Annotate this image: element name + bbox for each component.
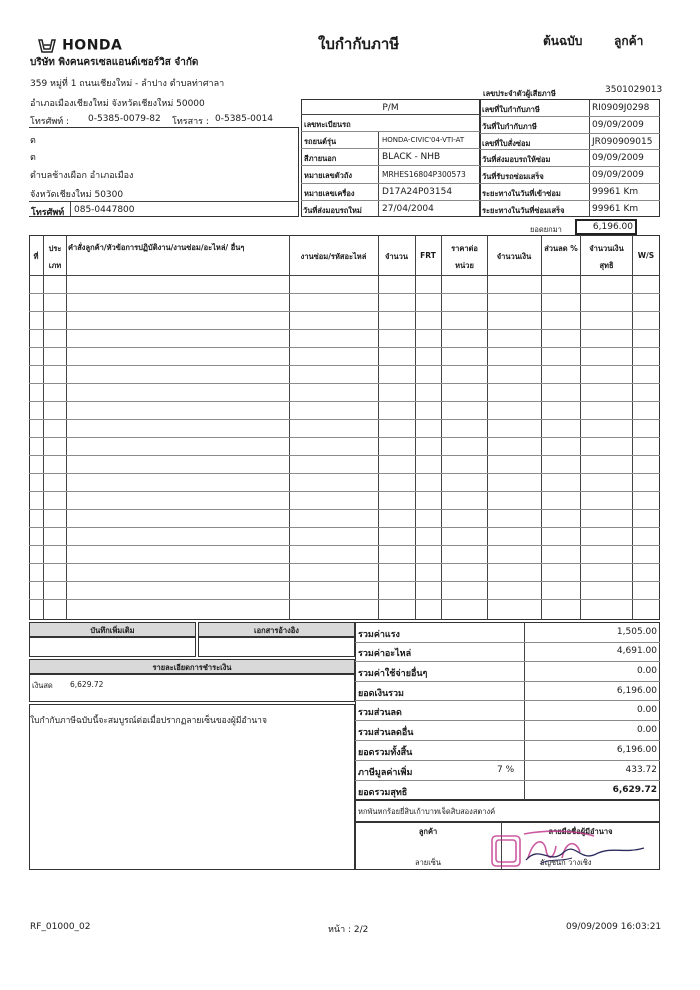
sign-label: ลายเซ็น <box>415 858 441 867</box>
company-address-line2: อำเภอเมืองเชียงใหม่ จังหวัดเชียงใหม่ 50000 <box>30 99 205 109</box>
vat-value: 433.72 <box>625 765 657 775</box>
vehicle-reg-label: เลขทะเบียนรถ <box>304 120 351 129</box>
mileage-in-label: ระยะทางในวันที่เข้าซ่อม <box>482 189 561 198</box>
copy-label: ต้นฉบับ <box>543 34 583 48</box>
company-name: บริษัท พิงคนครเซลแอนด์เซอร์วิส จำกัด <box>30 57 199 68</box>
total-parts-label: รวมค่าอะไหล่ <box>358 649 412 659</box>
other-discount-value: 0.00 <box>636 725 657 735</box>
col-partno-header: งานซ่อม/รหัสอะไหล่ <box>300 252 367 261</box>
signature-scribble-icon <box>520 840 650 868</box>
logo-text: HONDA <box>62 37 123 54</box>
col-net-header: จำนวนเงิน สุทธิ <box>589 244 624 270</box>
customer-address2: จังหวัดเชียงใหม่ 50300 <box>30 190 124 200</box>
total-other-value: 0.00 <box>636 666 657 676</box>
net-total-label: ยอดรวมสุทธิ <box>358 788 408 798</box>
reference-box <box>198 637 355 657</box>
dropoff-date-label: วันที่ส่งมอบรถให้ซ่อม <box>482 155 551 164</box>
customer-address1: ตำบลช้างเผือก อำเภอเมือง <box>30 171 134 181</box>
authorized-sign-label: ลายมือชื่อผู้มีอำนาจ <box>548 827 613 836</box>
total-other-label: รวมค่าใช้จ่ายอื่นๆ <box>358 669 428 679</box>
total-discount-value: 0.00 <box>636 705 657 715</box>
customer-line2: ต <box>30 153 36 163</box>
reference-label: เอกสารอ้างอิง <box>254 626 299 635</box>
validity-note: ใบกำกับภาษีฉบับนี้จะสมบูรณ์ต่อเมื่อปรากฏลายเซ็นของผู้มีอำนาจ <box>30 716 267 726</box>
subtotal-label: ยอดเงินรวม <box>358 689 404 699</box>
page-number: หน้า : 2/2 <box>328 925 369 935</box>
payment-label: รายละเอียดการชำระเงิน <box>152 663 232 672</box>
col-type-header: ประ เภท <box>48 244 62 270</box>
tax-id: 3501029013 <box>605 85 663 95</box>
carried-forward-label: ยอดยกมา <box>530 225 562 234</box>
form-code: RF_01000_02 <box>30 922 91 932</box>
col-discount-header: ส่วนลด % <box>544 244 578 253</box>
pickup-date: 09/09/2009 <box>592 170 644 180</box>
other-discount-label: รวมส่วนลดอื่น <box>358 728 414 738</box>
subtotal-value: 6,196.00 <box>616 686 657 696</box>
amount-in-words: หกพันหกร้อยยี่สิบเก้าบาทเจ็ดสิบสองสตางค์ <box>358 807 496 816</box>
mileage-out: 99961 Km <box>592 204 639 214</box>
company-fax: 0-5385-0014 <box>215 114 274 124</box>
carried-forward-value: 6,196.00 <box>592 222 633 232</box>
honda-wing-icon <box>37 38 57 54</box>
col-amount-header: จำนวนเงิน <box>496 252 532 261</box>
vehicle-engine-label: หมายเลขเครื่อง <box>304 189 355 198</box>
total-parts-value: 4,691.00 <box>616 646 657 656</box>
col-qty-header: จำนวน <box>384 252 409 261</box>
company-phone-label: โทรศัพท์ : <box>30 117 70 127</box>
col-ws-header: W/S <box>637 251 655 260</box>
invoice-date-label: วันที่ใบกำกับภาษี <box>482 122 537 131</box>
vehicle-delivery-label: วันที่ส่งมอบรถใหม่ <box>303 206 362 215</box>
vehicle-delivery-value: 27/04/2004 <box>382 204 434 214</box>
vehicle-engine-value: D17A24P03154 <box>382 187 453 197</box>
cash-value: 6,629.72 <box>70 680 104 689</box>
cash-label: เงินสด <box>32 681 53 690</box>
vehicle-color-label: สีภายนอก <box>304 154 337 163</box>
net-total-value: 6,629.72 <box>612 785 657 795</box>
grand-total-label: ยอดรวมทั้งสิ้น <box>358 748 413 758</box>
customer-line1: ต <box>30 136 36 146</box>
vehicle-chassis-label: หมายเลขตัวถัง <box>304 171 353 180</box>
invoice-date: 09/09/2009 <box>592 120 644 130</box>
remarks-box <box>29 637 196 657</box>
validity-box <box>29 704 355 870</box>
vehicle-model-label: รถยนต์รุ่น <box>304 137 337 146</box>
col-no-header: ที่ <box>33 252 39 261</box>
pickup-date-label: วันที่รับรถซ่อมเสร็จ <box>482 172 544 181</box>
honda-logo <box>37 35 122 54</box>
total-labor-value: 1,505.00 <box>616 627 657 637</box>
doc-title: ใบกำกับภาษี <box>318 35 400 53</box>
vehicle-chassis-value: MRHES16804P300573 <box>382 170 466 179</box>
col-unit-price-header: ราคาต่อ หน่วย <box>451 244 478 270</box>
grand-total-value: 6,196.00 <box>616 745 657 755</box>
customer-phone-label: โทรศัพท์ <box>31 208 65 218</box>
vat-rate: 7 % <box>497 765 515 775</box>
dropoff-date: 09/09/2009 <box>592 153 644 163</box>
vehicle-color-value: BLACK - NHB <box>382 152 441 162</box>
company-fax-label: โทรสาร : <box>172 117 209 127</box>
col-desc-header: คำสั่งลูกค้า/หัวข้อการปฏิบัติงาน/งานซ่อม/อะไหล่/ อื่นๆ <box>68 243 245 252</box>
work-order-no: JR090909015 <box>592 137 653 147</box>
printed-at: 09/09/2009 16:03:21 <box>566 922 662 932</box>
copy-for: ลูกค้า <box>614 34 644 48</box>
invoice-no-label: เลขที่ใบกำกับภาษี <box>482 105 540 114</box>
remarks-label: บันทึกเพิ่มเติม <box>90 626 135 635</box>
tax-id-label: เลขประจำตัวผู้เสียภาษี <box>483 89 556 98</box>
invoice-no: RI0909J0298 <box>592 103 650 113</box>
col-frt-header: FRT <box>420 251 436 260</box>
work-order-label: เลขที่ใบสั่งซ่อม <box>482 139 531 148</box>
company-address-line1: 359 หมู่ที่ 1 ถนนเชียงใหม่ - ลำปาง ตำบลท่าศาลา <box>30 79 225 89</box>
vat-label: ภาษีมูลค่าเพิ่ม <box>358 768 413 778</box>
mileage-out-label: ระยะทางในวันที่ซ่อมเสร็จ <box>482 206 565 215</box>
vehicle-model-value: HONDA-CIVIC'04-VTI-AT <box>382 136 465 144</box>
customer-sign-label: ลูกค้า <box>418 827 438 836</box>
vehicle-header: P/M <box>382 103 399 113</box>
customer-phone: 085-0447800 <box>74 205 135 215</box>
mileage-in: 99961 Km <box>592 187 639 197</box>
company-phone: 0-5385-0079-82 <box>88 114 161 124</box>
total-discount-label: รวมส่วนลด <box>358 708 402 718</box>
authorized-name: ธัญชนก วางเชิง <box>540 858 592 867</box>
total-labor-label: รวมค่าแรง <box>358 630 400 640</box>
